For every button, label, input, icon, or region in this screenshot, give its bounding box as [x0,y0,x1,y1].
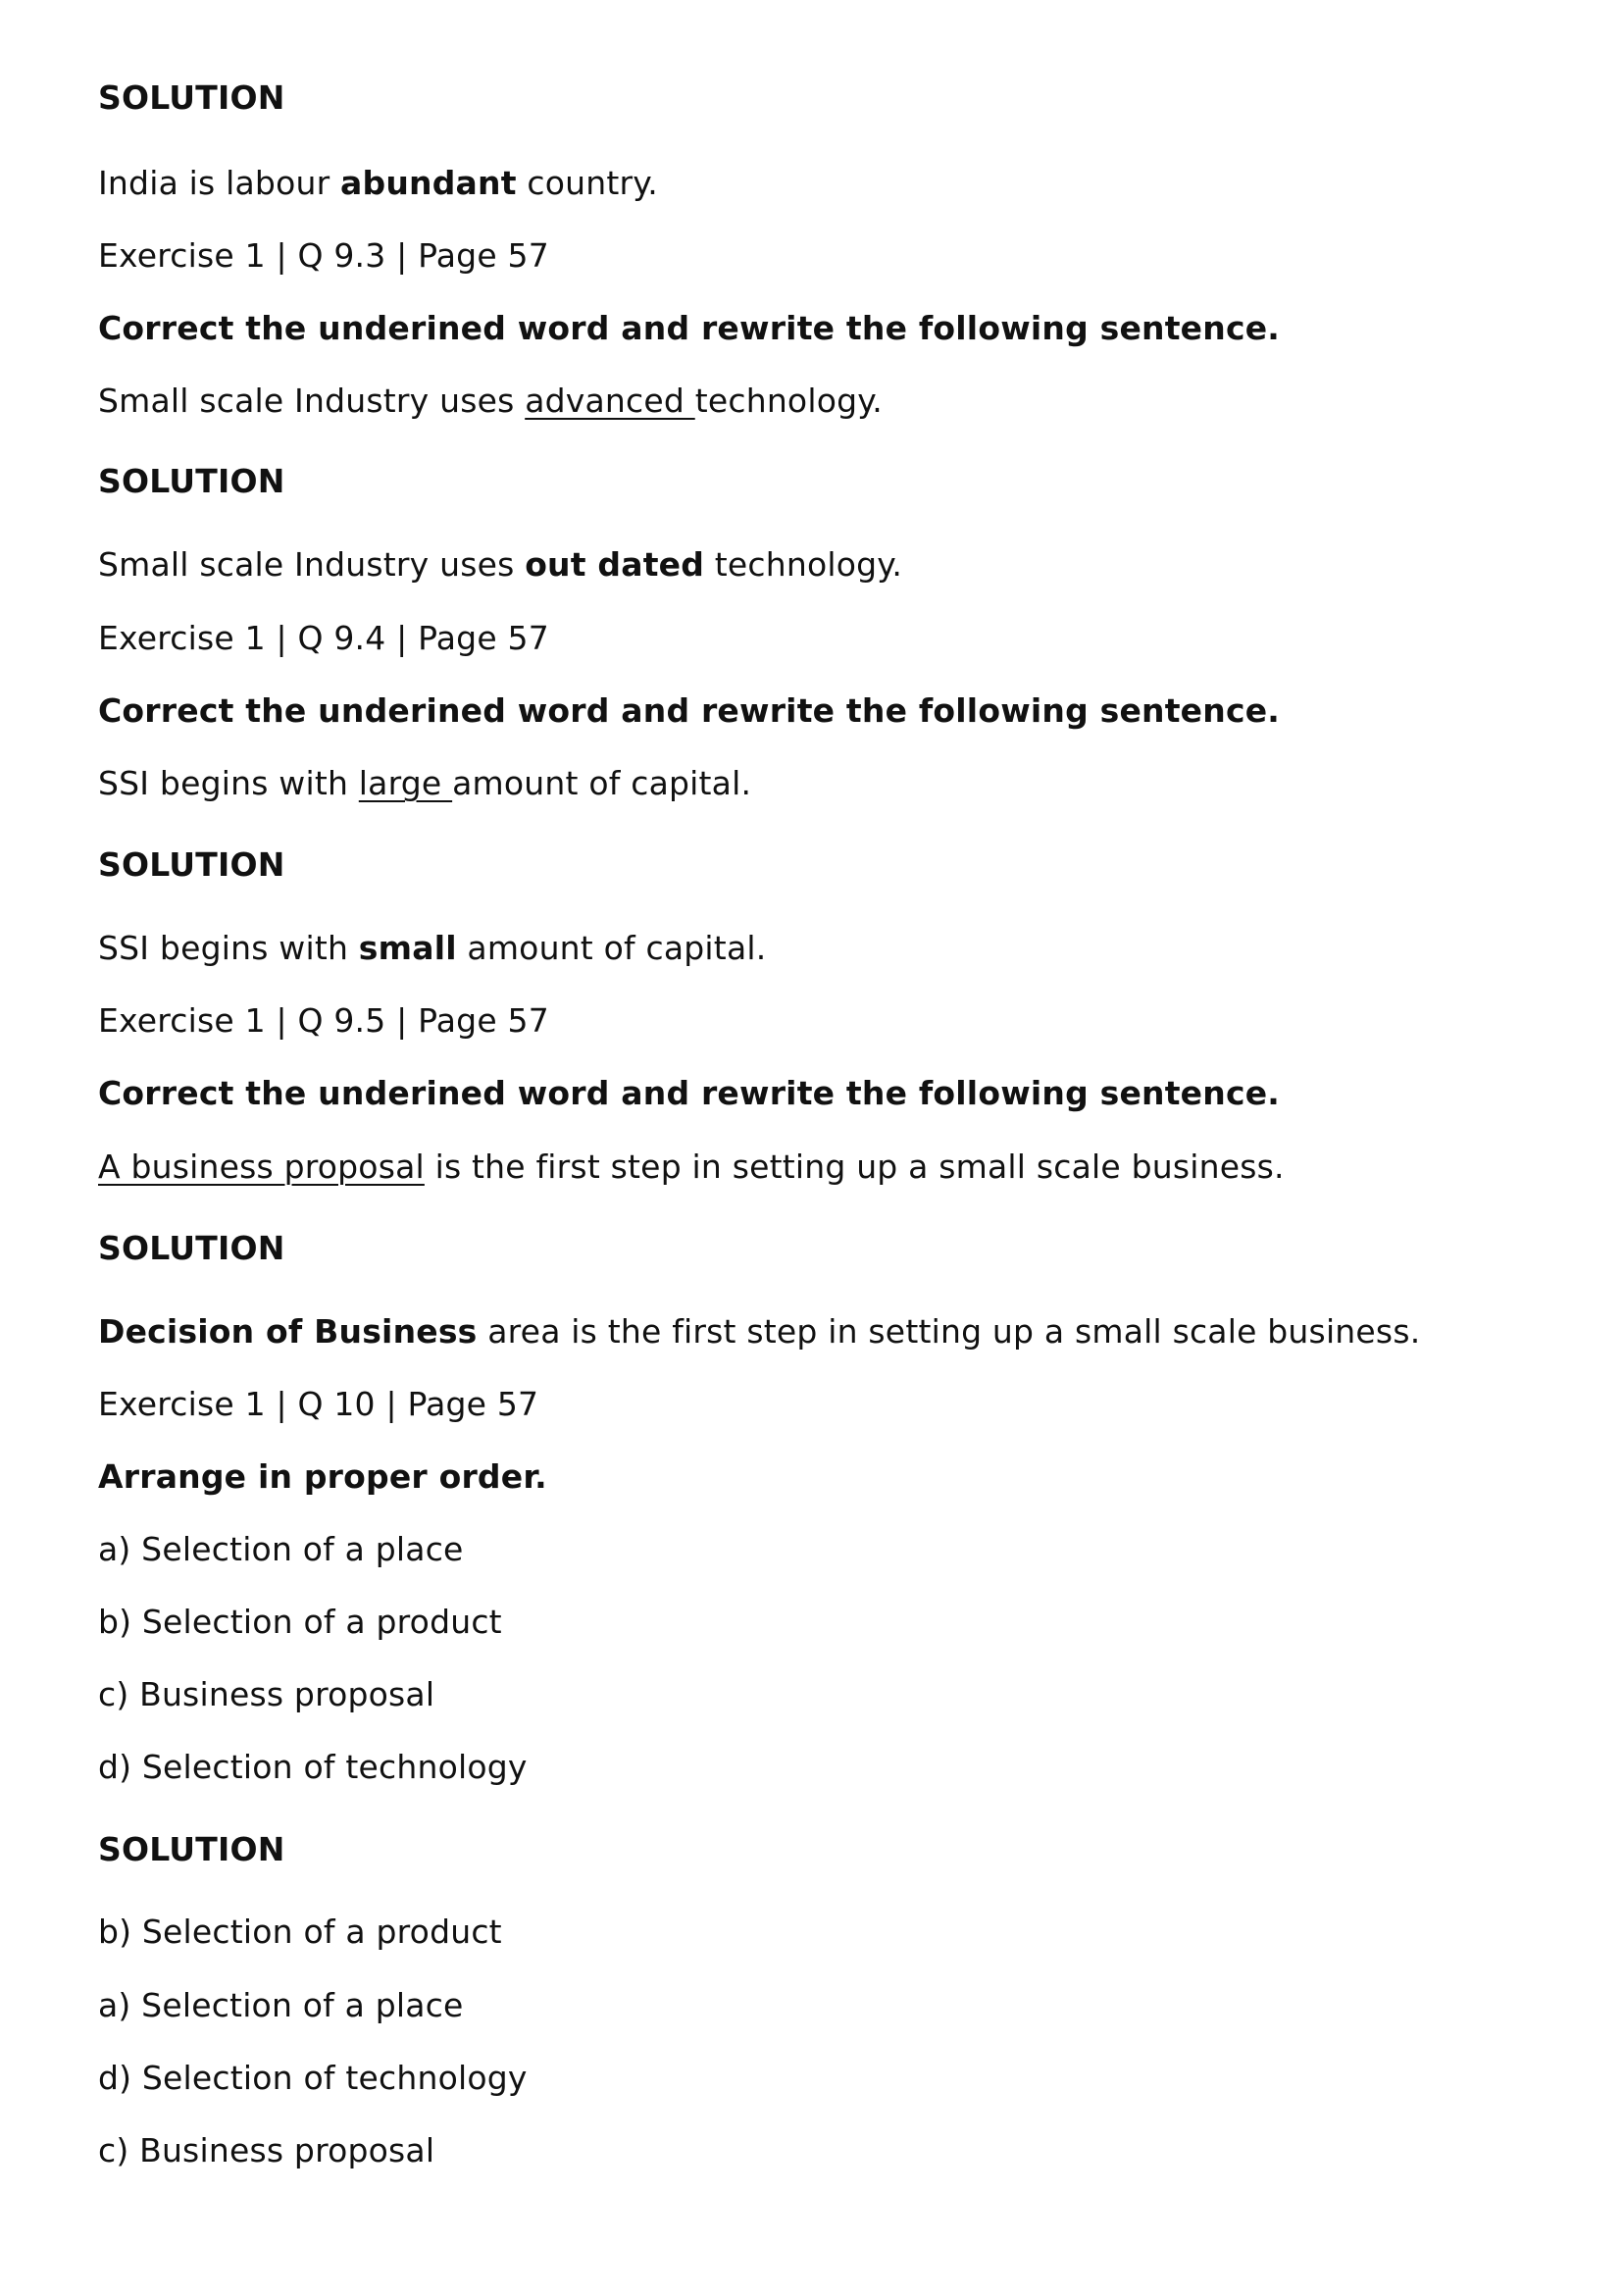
underlined-word: A business proposal [98,1148,425,1186]
underlined-word: advanced [525,382,695,420]
option-item: d) Selection of technology [98,1748,528,1786]
underlined-word: large [358,764,453,802]
option-item: c) Business proposal [98,1675,435,1713]
solution-answer: India is labour abundant country. [98,164,658,202]
option-item: b) Selection of a product [98,1603,502,1641]
question-sentence: Small scale Industry uses advanced technology. [98,382,883,420]
exercise-reference: Exercise 1 | Q 9.5 | Page 57 [98,1001,549,1040]
solution-answer: Small scale Industry uses out dated technology. [98,545,903,584]
question-sentence: SSI begins with large amount of capital. [98,764,752,802]
solution-heading: SOLUTION [98,1229,285,1267]
answer-item: a) Selection of a place [98,1986,464,2024]
solution-heading: SOLUTION [98,78,285,117]
solution-heading: SOLUTION [98,462,285,500]
answer-item: d) Selection of technology [98,2059,528,2097]
exercise-reference: Exercise 1 | Q 9.3 | Page 57 [98,236,549,275]
exercise-reference: Exercise 1 | Q 10 | Page 57 [98,1385,539,1423]
question-prompt: Arrange in proper order. [98,1457,547,1496]
solution-answer: SSI begins with small amount of capital. [98,929,767,967]
question-sentence: A business proposal is the first step in setting up a small scale business. [98,1148,1285,1186]
option-item: a) Selection of a place [98,1530,464,1568]
answer-item: c) Business proposal [98,2131,435,2169]
solution-answer: Decision of Business area is the first step in setting up a small scale business. [98,1312,1421,1351]
solution-heading: SOLUTION [98,1830,285,1868]
solution-heading: SOLUTION [98,845,285,884]
question-prompt: Correct the underined word and rewrite the following sentence. [98,1074,1281,1112]
answer-item: b) Selection of a product [98,1913,502,1951]
question-prompt: Correct the underined word and rewrite the following sentence. [98,309,1281,347]
exercise-reference: Exercise 1 | Q 9.4 | Page 57 [98,619,549,657]
question-prompt: Correct the underined word and rewrite the following sentence. [98,691,1281,730]
